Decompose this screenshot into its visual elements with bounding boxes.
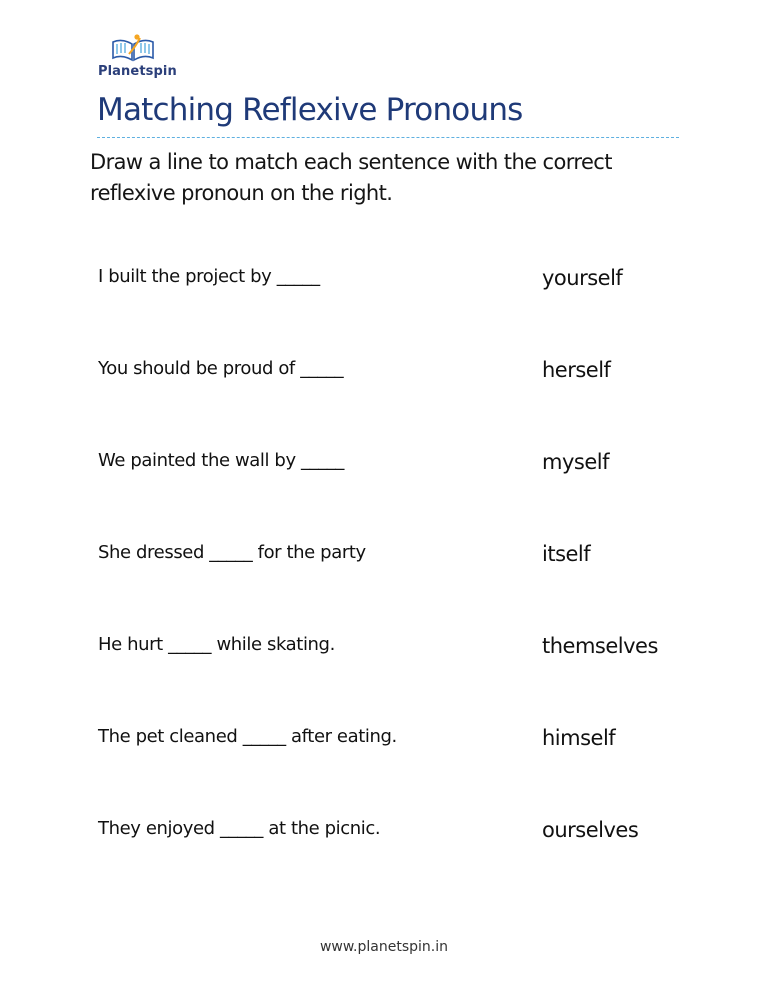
match-row-6 xyxy=(0,726,768,766)
open-book-icon xyxy=(110,32,156,62)
pronoun-option: ourselves xyxy=(542,818,639,842)
brand-logo xyxy=(98,32,177,82)
pronoun-option: itself xyxy=(542,542,591,566)
pronoun-option: himself xyxy=(542,726,616,750)
sentence: The pet cleaned _____ after eating. xyxy=(98,726,397,747)
footer-url: www.planetspin.in xyxy=(319,939,448,955)
sentence: I built the project by _____ xyxy=(98,266,320,287)
brand-name: Planetspin xyxy=(98,64,177,79)
sentence: They enjoyed _____ at the picnic. xyxy=(98,818,381,839)
sentence: She dressed _____ for the party xyxy=(98,542,366,563)
match-row-7 xyxy=(0,818,768,858)
instructions: Draw a line to match each sentence with the correct reflexive pronoun on the right. xyxy=(90,150,612,205)
pronoun-option: yourself xyxy=(542,266,623,290)
sentence: He hurt _____ while skating. xyxy=(98,634,335,655)
match-row-4 xyxy=(0,542,768,582)
sentence: We painted the wall by _____ xyxy=(98,450,345,471)
pronoun-option: herself xyxy=(542,358,611,382)
match-row-3 xyxy=(0,450,768,490)
sentence: You should be proud of _____ xyxy=(98,358,344,379)
pronoun-option: myself xyxy=(542,450,609,474)
pronoun-option: themselves xyxy=(542,634,658,658)
title-divider xyxy=(97,137,679,138)
page-title: Matching Reflexive Pronouns xyxy=(97,92,523,128)
match-row-2 xyxy=(0,358,768,398)
match-row-1 xyxy=(0,266,768,306)
match-row-5 xyxy=(0,634,768,674)
